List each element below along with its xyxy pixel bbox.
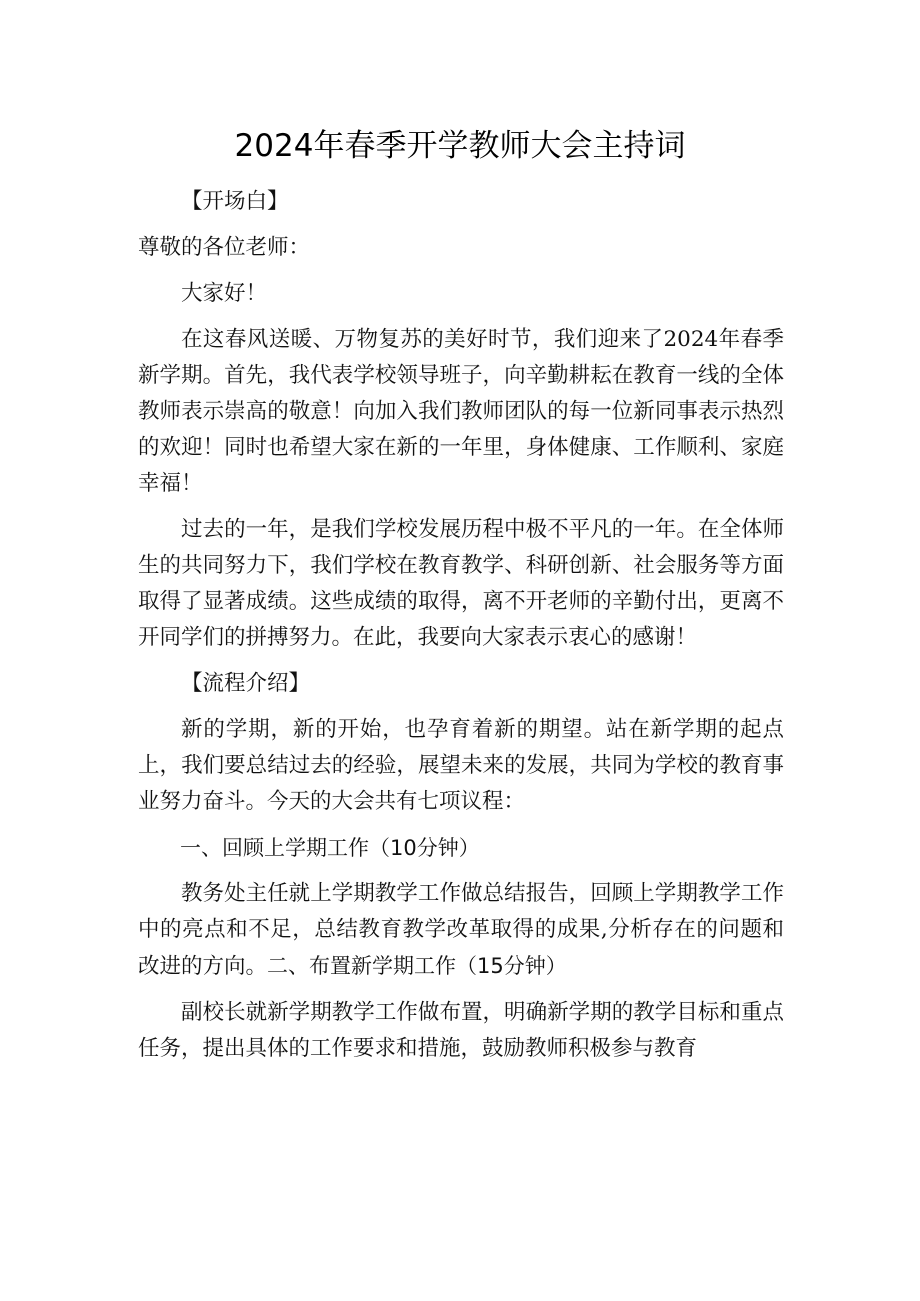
document-title: 2024年春季开学教师大会主持词 (234, 128, 686, 164)
agenda-item-1-text: 教务处主任就上学期教学工作做总结报告，回顾上学期教学工作中的亮点和不足，总结教育教学改革取得的成果,分析存在的问题和改进的方向。 (138, 881, 784, 979)
document-body (138, 184, 784, 1067)
salutation: 尊敬的各位老师： (138, 235, 311, 260)
section-heading-opening: 【开场白】 (181, 189, 289, 214)
greeting: 大家好！ (181, 281, 268, 306)
agenda-item-2-body: 副校长就新学期教学工作做布置，明确新学期的教学目标和重点任务，提出具体的工作要求和措施，鼓励教师积极参与教育 (138, 1000, 784, 1061)
paragraph-welcome: 在这春风送暖、万物复苏的美好时节，我们迎来了2024年春季新学期。首先，我代表学校领导班子，向辛勤耕耘在教育一线的全体教师表示崇高的敬意！向加入我们教师团队的每一位新同事表示热烈的欢迎！同时也希望大家在新的一年里，身体健康、工作顺利、家庭幸福！ (138, 327, 784, 496)
agenda-item-2-heading: 二、布置新学期工作（15分钟） (267, 954, 567, 978)
paragraph-review: 过去的一年，是我们学校发展历程中极不平凡的一年。在全体师生的共同努力下，我们学校在教育教学、科研创新、社会服务等方面取得了显著成绩。这些成绩的取得，离不开老师的辛勤付出，更离不开同学们的拼搏努力。在此，我要向大家表示衷心的感谢！ (138, 517, 784, 650)
paragraph-agenda-intro: 新的学期，新的开始，也孕育着新的期望。站在新学期的起点上，我们要总结过去的经验，展望未来的发展，共同为学校的教育事业努力奋斗。今天的大会共有七项议程： (138, 717, 784, 814)
section-heading-process: 【流程介绍】 (181, 671, 311, 696)
agenda-item-1-body (138, 876, 784, 985)
agenda-item-1-heading: 一、回顾上学期工作（10分钟） (180, 836, 480, 860)
